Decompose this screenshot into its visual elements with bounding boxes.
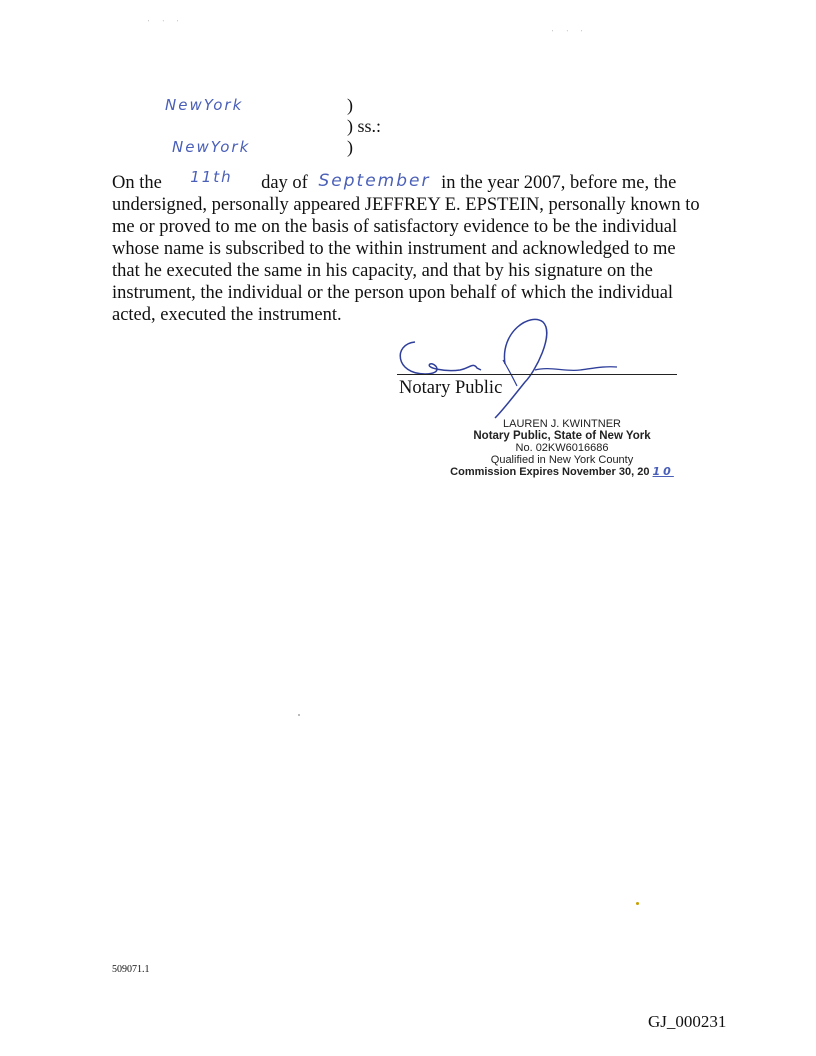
stamp-expiry — [438, 466, 686, 478]
stamp-county: Qualified in New York County — [490, 454, 634, 466]
scan-specks-left: ' ' ' — [148, 20, 185, 26]
year-text: in the year 2007, before me, the — [441, 173, 677, 193]
day-handwritten: 11th — [190, 168, 233, 186]
venue-paren-bottom: ) — [347, 137, 353, 157]
month-handwritten: September — [318, 171, 431, 191]
scan-speck-yellow — [636, 902, 639, 905]
day-of-text: day of — [261, 173, 308, 193]
stamp-expiry-text: Commission Expires November 30, 20 — [450, 466, 650, 478]
venue-county-handwritten: NewYork — [172, 138, 251, 156]
expiry-year-handwritten: 10 — [652, 465, 674, 478]
stamp-name: LAUREN J. KWINTNER — [503, 418, 621, 430]
scan-speck — [298, 714, 300, 716]
acknowledgment-body: undersigned, personally appeared JEFFREY E. EPSTEIN, personally known to me or proved to me on the basis of satisfactory evidence to be the individual whose name is subscribed to the within instrument and acknowledged to me that he executed the same in his capacity, and that by his signature on the instrument, the individual or the person upon behalf of which the individual acted, executed the instrument. — [112, 195, 700, 325]
stamp-number: No. 02KW6016686 — [515, 442, 609, 454]
notary-signature — [385, 312, 625, 422]
intro-text: On the — [112, 173, 162, 193]
signature-line — [397, 374, 677, 375]
stamp-title: Notary Public, State of New York — [473, 430, 651, 442]
notary-stamp — [438, 418, 686, 478]
bates-number: GJ_000231 — [648, 1012, 727, 1031]
acknowledgment-paragraph — [112, 168, 702, 326]
scan-specks-right: ' ' ' — [552, 30, 589, 36]
document-number: 509071.1 — [112, 964, 150, 975]
acknowledgment-first-line — [112, 168, 702, 194]
venue-paren-top: ) — [347, 95, 353, 115]
notary-public-label: Notary Public — [399, 378, 503, 398]
venue-state-handwritten: NewYork — [165, 96, 244, 114]
venue-paren-ss: ) ss.: — [347, 116, 382, 136]
